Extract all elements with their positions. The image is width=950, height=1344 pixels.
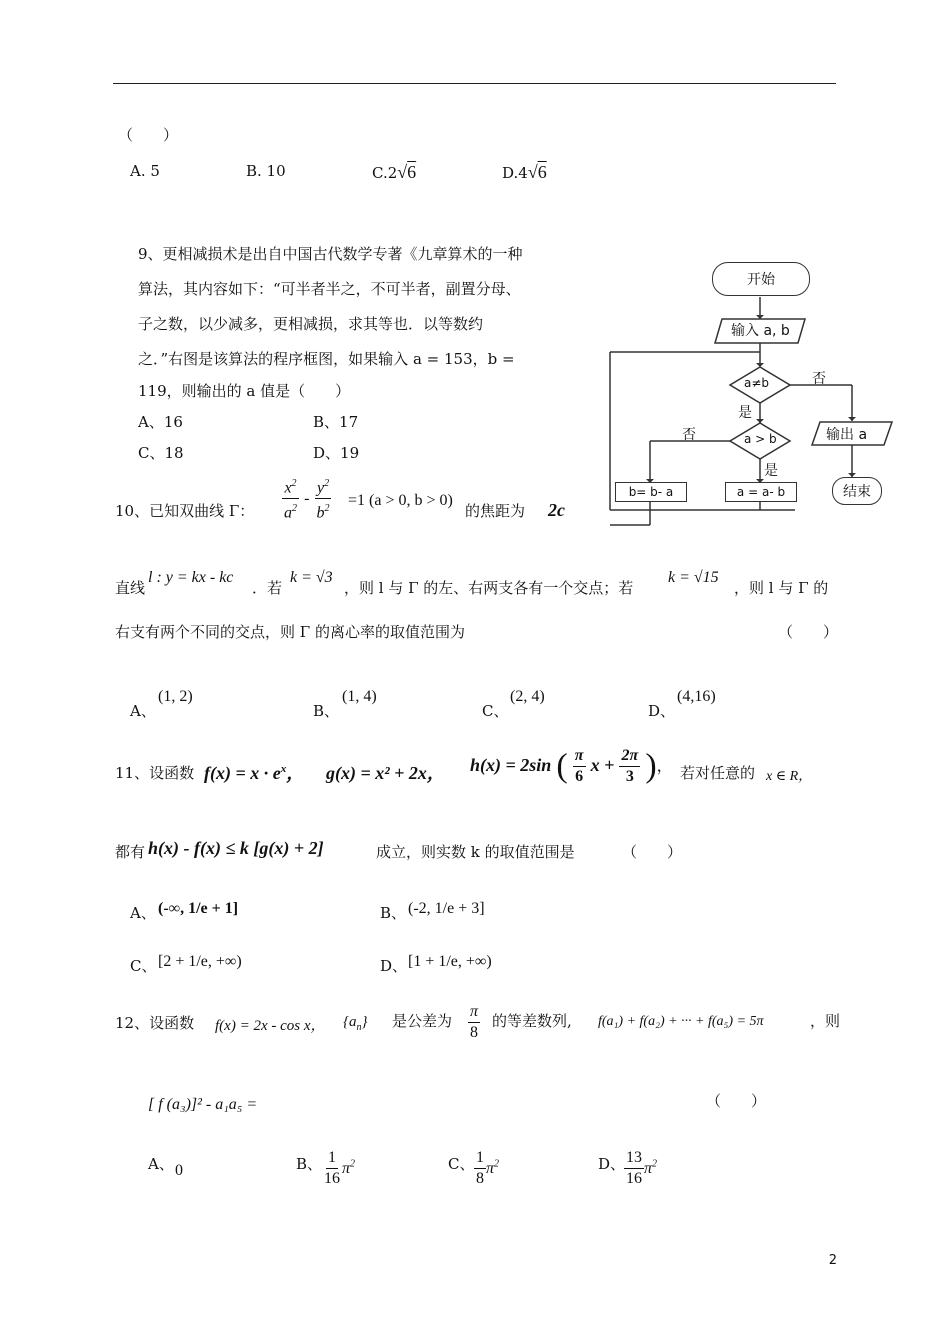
flowchart-no1: 否	[812, 371, 826, 387]
q10-option-a-value: (1, 2)	[158, 688, 193, 705]
q11-option-c-value: [2 + 1/e, +∞)	[158, 953, 242, 970]
q10-hyperbola-eq: $\frac{x^2}{a^2}$ - $\frac{y^2}{b^2}$	[282, 474, 332, 524]
q11-option-d-value: [1 + 1/e, +∞)	[408, 953, 492, 970]
flowchart-cond2: a > b	[744, 432, 777, 446]
q11-option-d-label: D、	[380, 957, 408, 975]
q12-option-b-label: B、	[296, 1155, 323, 1173]
q9-option-c: C、18	[138, 444, 184, 462]
q12-option-c-value: $\frac{1}{8}$ $\pi^2$	[476, 1149, 500, 1187]
flowchart-box-left: b= b- a	[615, 482, 687, 502]
q12-option-c-label: C、	[448, 1155, 475, 1173]
q11-option-a-label: A、	[130, 904, 156, 922]
q10-line2-c: ，则 l 与 Γ 的左、右两支各有一个交点；若	[344, 579, 634, 597]
q12-answer-paren: （ ）	[706, 1092, 767, 1110]
q8-answer-paren: （ ）	[118, 126, 179, 144]
flowchart-input: 输入 a, b	[731, 323, 790, 339]
q12-prefix: 12、设函数	[115, 1014, 195, 1032]
q12-option-d-value: $\frac{13}{16}$ $\pi^2$	[626, 1149, 658, 1187]
q11-prefix: 11、设函数	[115, 764, 195, 782]
q10-line2-d: ，则 l 与 Γ 的	[734, 579, 829, 597]
q11-option-c-label: C、	[130, 957, 157, 975]
flowchart-box-right: a = a- b	[725, 482, 797, 502]
q11-option-b-value: (-2, 1/e + 3]	[408, 900, 485, 917]
q10-option-c-label: C、	[482, 702, 509, 720]
q12-mid: 是公差为	[392, 1012, 453, 1030]
q11-f: $f(x) = x \cdot e^x$，	[204, 763, 305, 783]
q10-line2-b: ．若	[252, 579, 283, 597]
q12-option-b-value: $\frac{1}{16}$ $\pi^2$	[324, 1149, 356, 1187]
q12-option-a-value: 0	[175, 1162, 183, 1179]
flowchart-start: 开始	[712, 262, 810, 296]
q11-line2-b: 成立，则实数 k 的取值范围是	[376, 843, 575, 861]
flowchart-output: 输出 a	[826, 427, 868, 443]
q12-f: f(x) = 2x - cos x，	[215, 1018, 326, 1034]
q10-focal-text: 的焦距为	[465, 502, 526, 520]
q9-text-line5: 119，则输出的 a 值是（ ）	[138, 382, 351, 400]
q10-option-a-label: A、	[130, 702, 156, 720]
q10-option-d-label: D、	[648, 702, 676, 720]
q12-option-a-label: A、	[148, 1155, 174, 1173]
flowchart-no2: 否	[682, 427, 696, 443]
q11-option-a-value: (-∞, 1/e + 1]	[158, 900, 239, 917]
q10-k2: k = √15	[668, 569, 719, 586]
q8-option-d: D.4√6	[502, 162, 547, 182]
flowchart-cond1: a≠b	[744, 376, 770, 390]
q12-sum: f(a₁) + f(a₂) + ··· + f(a₅) = 5π	[598, 1014, 764, 1029]
q10-option-b-label: B、	[313, 702, 340, 720]
q11-line2-a: 都有	[115, 843, 146, 861]
q10-line3: 右支有两个不同的交点，则 Γ 的离心率的取值范围为	[115, 623, 465, 641]
q9-option-d: D、19	[313, 444, 360, 462]
q11-g: g(x) = x² + 2x，	[326, 763, 445, 783]
flowchart-end: 结束	[832, 477, 882, 505]
q11-answer-paren: （ ）	[622, 843, 683, 861]
q12-option-d-label: D、	[598, 1155, 626, 1173]
q10-focal-value: 2c	[548, 500, 565, 520]
q9-text-line4: 之．”右图是该算法的程序框图，如果输入 a = 153，b =	[138, 350, 515, 368]
q9-text-line3: 子之数，以少减多，更相减损，求其等也．以等数约	[138, 315, 484, 333]
flowchart-yes2: 是	[764, 463, 778, 479]
flowchart-yes1: 是	[738, 405, 752, 421]
q11-x-in-r: x ∈ R，	[766, 769, 813, 784]
q9-option-a: A、16	[138, 413, 183, 431]
q10-option-c-value: (2, 4)	[510, 688, 545, 705]
q10-k1: k = √3	[290, 569, 333, 586]
q10-line-eq: l : y = kx - kc	[148, 569, 234, 586]
q10-answer-paren: （ ）	[778, 623, 839, 641]
q9-text-line1: 9、更相减损术是出自中国古代数学专著《九章算术的一种	[138, 245, 523, 263]
q8-option-c: C.2√6	[372, 162, 417, 182]
q12-mid2: 的等差数列,	[492, 1012, 572, 1030]
q12-seq: $\{a_n\}$	[343, 1014, 368, 1033]
q12-fraction-pi-8: $\frac{\pi}{8}$	[470, 1003, 479, 1041]
q8-option-b: B. 10	[246, 162, 286, 180]
header-rule	[113, 83, 836, 84]
q10-option-d-value: (4,16)	[677, 688, 716, 705]
q11-option-b-label: B、	[380, 904, 407, 922]
q11-cond: 若对任意的	[680, 764, 756, 782]
q8-option-a: A. 5	[130, 162, 160, 180]
q12-then: ，则	[810, 1012, 841, 1030]
q11-h: h(x) = 2sin ( $\frac{\pi}{6}$ x + $\frac{2\pi}{3}$ )，	[470, 747, 673, 785]
page-number: 2	[828, 1253, 837, 1268]
q10-option-b-value: (1, 4)	[342, 688, 377, 705]
q9-text-line2: 算法，其内容如下：“可半者半之，不可半者，副置分母、	[138, 280, 521, 298]
q10-prefix: 10、已知双曲线 Γ：	[115, 502, 255, 520]
q10-condition: =1 (a > 0, b > 0)	[348, 492, 453, 509]
q9-option-b: B、17	[313, 413, 359, 431]
q12-expression: [ f (a₃)]² - a₁a₅ =	[148, 1096, 258, 1113]
q11-inequality: h(x) - f(x) ≤ k [g(x) + 2]	[148, 838, 324, 858]
q10-line2-a: 直线	[115, 579, 146, 597]
